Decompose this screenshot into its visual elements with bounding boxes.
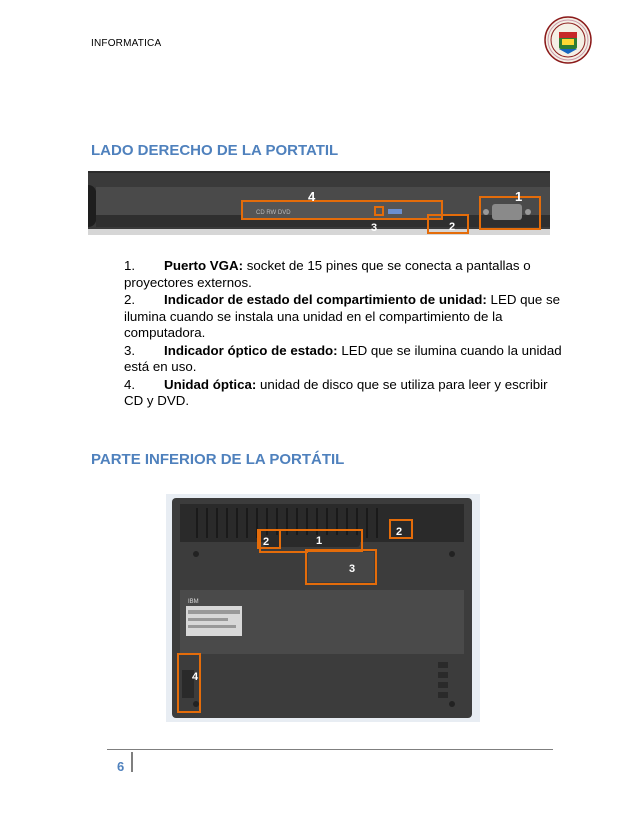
right-side-components-list: [124, 258, 564, 411]
photo1-label-4: 4: [308, 189, 316, 204]
photo1-label-3: 3: [371, 222, 378, 234]
photo2-label-1: 1: [316, 535, 323, 547]
photo2-label-2-left: 2: [263, 536, 270, 548]
photo1-label-1: 1: [515, 189, 523, 204]
university-seal-logo: [544, 16, 592, 64]
photo2-label-4: 4: [192, 671, 199, 683]
laptop-bottom-photo: [166, 494, 480, 722]
brand-label: IBM: [188, 599, 199, 605]
list-item: 1. Puerto VGA: socket de 15 pines que se conecta a pantallas o proyectores externos.: [124, 258, 531, 290]
photo1-label-2: 2: [449, 221, 456, 233]
header-title: INFORMATICA: [91, 38, 162, 49]
list-item: 3. Indicador óptico de estado: LED que se ilumina cuando la unidad está en uso.: [124, 342, 562, 374]
page-number: 6: [117, 759, 125, 774]
section-heading-right-side: LADO DERECHO DE LA PORTATIL: [91, 142, 339, 159]
section-heading-bottom-side: PARTE INFERIOR DE LA PORTÁTIL: [91, 451, 345, 468]
photo2-label-3: 3: [349, 563, 356, 575]
laptop-right-side-photo: [88, 171, 550, 235]
svg-text:CD RW DVD: CD RW DVD: [256, 210, 291, 216]
page-number-bar: [131, 752, 133, 772]
photo2-label-2-right: 2: [396, 526, 403, 538]
list-item: 4. Unidad óptica: unidad de disco que se utiliza para leer y escribir CD y DVD.: [124, 376, 548, 408]
footer-divider: [107, 749, 553, 750]
list-item: 2. Indicador de estado del compartimiento de unidad: LED que se ilumina cuando se instala una unidad en el compartimiento de la computadora.: [124, 292, 561, 340]
